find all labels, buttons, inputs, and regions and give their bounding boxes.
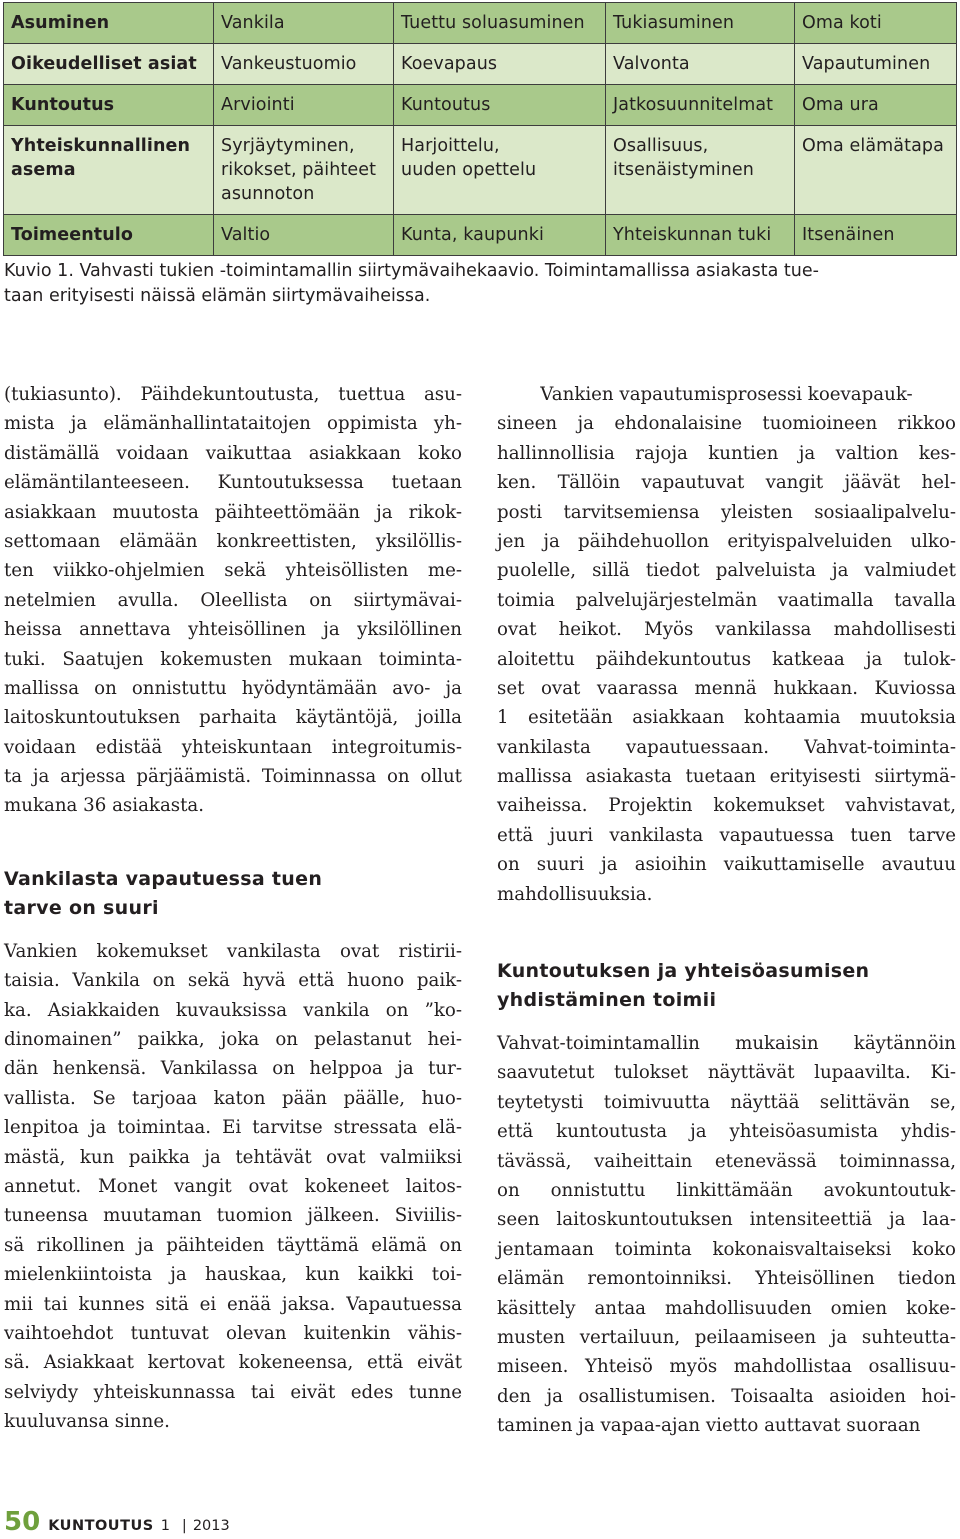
text-line: mallissa asiakasta tuetaan erityisesti siirtymä- [497, 766, 956, 788]
table-cell: Osallisuus, itsenäistyminen [606, 126, 795, 215]
text-line: kuuluvansa sinne. [4, 1411, 170, 1433]
table-cell: Vapautuminen [795, 44, 957, 85]
text-line: tuki. Saatujen kokemusten mukaan toiminta- [4, 648, 462, 670]
table-cell: Koevapaus [394, 44, 606, 85]
text-line: posti tarvitsemiensa yleisten sosiaalipalvelu- [497, 501, 956, 523]
table-cell: Valvonta [606, 44, 795, 85]
table-cell: Kunta, kaupunki [394, 215, 606, 256]
text-line: aloitettu päihdekuntoutus katkeaa ja tulok- [497, 648, 956, 670]
text-line: että kuntoutusta ja yhteisöasumista yhdis- [497, 1121, 956, 1143]
text-line: annetut. Monet vangit ovat kokeneet laitos- [4, 1175, 462, 1197]
row-header-social-position: Yhteiskunnallinen asema [4, 126, 214, 215]
text-line: selviydy yhteiskunnassa tai eivät edes tunne [4, 1381, 462, 1403]
table-cell: Vankila [214, 3, 394, 44]
table-cell: Oma ura [795, 85, 957, 126]
text-line: teytetysti toimivuutta näyttää selittävän se, [497, 1091, 956, 1113]
text-line: settomaan elämään konkreettisten, yksilöllis- [4, 530, 462, 552]
text-line: taminen ja vapaa-ajan vietto auttavat suoraan [497, 1415, 921, 1437]
text-line: laitoskuntoutuksen parhaita käytäntöjä, joilla [4, 707, 462, 729]
section-heading-rehab-community: Kuntoutuksen ja yhteisöasumisen yhdistäminen toimii [497, 960, 870, 1012]
text-line: lenpitoa ja toimintaa. Ei tarvitse stressata elä- [4, 1117, 462, 1139]
row-header-legal: Oikeudelliset asiat [4, 44, 214, 85]
text-line: Vahvat-toimintamallin mukaisin käytännöin [497, 1033, 956, 1055]
text-line: mista ja elämänhallintataitojen oppimista yh- [4, 413, 462, 435]
table-cell: Oma elämätapa [795, 126, 957, 215]
text-line: vankilasta vapautuessaan. Vahvat-toiminta- [497, 736, 956, 758]
text-line: heissa annettava yhteisöllinen ja yksilöllinen [4, 619, 462, 641]
table-cell: Valtio [214, 215, 394, 256]
table-row-livelihood [4, 215, 957, 256]
paragraph [497, 380, 956, 909]
page-number: 50 [4, 1507, 41, 1537]
table-cell: Vankeustuomio [214, 44, 394, 85]
page-footer [4, 1507, 230, 1539]
text-line: on suuri ja asioihin vaikuttamiselle avautuu [497, 854, 956, 876]
text-line: musten vertailuun, peilaamiseen ja suhteutta- [497, 1326, 956, 1348]
text-line: hallinnollisia rajoja kuntien ja valtion kes- [497, 442, 956, 464]
text-line: vallista. Se tarjoaa katon pään päälle, huo- [4, 1087, 462, 1109]
text-line: saavutetut tulokset näyttävät lupaavilta. Ki- [497, 1062, 956, 1084]
row-header-housing: Asuminen [4, 3, 214, 44]
text-line: netelmien avulla. Oleellista on siirtymävai- [4, 589, 462, 611]
text-line: miseen. Yhteisö myös mahdollistaa osallisuu- [497, 1356, 956, 1378]
table-cell: Tuettu soluasuminen [394, 3, 606, 44]
row-header-livelihood: Toimeentulo [4, 215, 214, 256]
text-line: Vankien kokemukset vankilasta ovat ristirii- [4, 940, 462, 962]
text-line: jentamaan toiminta kokonaisvaltaiseksi koko [497, 1238, 956, 1260]
table-cell: Tukiasuminen [606, 3, 795, 44]
text-line: 1 esitetään asiakkaan kohtaamia muutoksia [497, 707, 956, 729]
text-line: tuneensa muutaman tuomion jälkeen. Siviilis- [4, 1205, 462, 1227]
table-cell: Jatkosuunnitelmat [606, 85, 795, 126]
table-cell: Yhteiskunnan tuki [606, 215, 795, 256]
text-line: tävässä, vaiheittain etenevässä toiminnassa, [497, 1150, 956, 1172]
text-line: seen laitoskuntoutuksen intensiteettiä ja laa- [497, 1209, 956, 1231]
text-line: ten viikko-ohjelmien sekä yhteisöllisten me- [4, 560, 462, 582]
left-column [4, 380, 462, 1437]
text-line: set ovat vaarassa mennä hukkaan. Kuviossa [497, 677, 956, 699]
divider: | [181, 1518, 187, 1534]
table-row-housing [4, 3, 957, 44]
text-line: jen ja päihdehuollon erityispalveluiden ulko- [497, 530, 956, 552]
text-line: mielenkiintoista ja hauskaa, kun kaikki toi- [4, 1264, 462, 1286]
section-heading-prison-release: Vankilasta vapautuessa tuen tarve on suuri [4, 867, 323, 919]
text-line: sineen ja ehdonalaisine tuomioineen rikkoo [497, 413, 956, 435]
text-line: den ja osallistumisen. Toisaalta asioiden hoi- [497, 1385, 956, 1407]
text-line: toimia palvelujärjestelmän vaatimalla tavalla [497, 589, 956, 611]
text-line: vaihtoehdot tuntuvat olevan kuitenkin vähis- [4, 1322, 462, 1344]
figure-caption: Kuvio 1. Vahvasti tukien -toimintamallin siirtymävaihekaavio. Toimintamallissa asiakasta tue- taan erityisesti näissä elämän siirtymävaiheissa. [4, 261, 819, 306]
text-line: ovat heikot. Myös vankilassa mahdollisesti [497, 619, 956, 641]
text-line: mukana 36 asiakasta. [4, 795, 205, 817]
row-header-rehabilitation: Kuntoutus [4, 85, 214, 126]
text-line: elämän remontoinniksi. Yhteisöllinen tiedon [497, 1268, 956, 1290]
text-line: voidaan edistää yhteiskuntaan integroitumis- [4, 736, 462, 758]
text-line: sä rikollinen ja päihteiden täyttämä elämä on [4, 1234, 462, 1256]
table-cell: Oma koti [795, 3, 957, 44]
table-cell: Arviointi [214, 85, 394, 126]
text-line: elämäntilanteeseen. Kuntoutuksessa tuetaan [4, 472, 462, 494]
text-line: että juuri vankilasta vapautuessa tuen tarve [497, 824, 956, 846]
text-line: vaiheissa. Projektin kokemukset vahvistavat, [497, 795, 956, 817]
text-line: dän henkensä. Vankilassa on helppoa ja tur- [4, 1058, 462, 1080]
right-column [497, 380, 956, 1441]
text-line: ka. Asiakkaiden kuvauksissa vankila on ”ko- [4, 999, 462, 1021]
table-row-social-position [4, 126, 957, 215]
table-row-legal [4, 44, 957, 85]
text-line: käsittely antaa mahdollisuuden omien koke- [497, 1297, 956, 1319]
text-line: mästä, kun paikka ja tehtävät ovat valmiiksi [4, 1146, 462, 1168]
magazine-title: KUNTOUTUS [48, 1518, 154, 1534]
text-line: mahdollisuuksia. [497, 883, 653, 905]
paragraph [4, 937, 462, 1437]
table-cell: Harjoittelu, uuden opettelu [394, 126, 606, 215]
table-row-rehabilitation [4, 85, 957, 126]
issue-number: 1 [160, 1518, 170, 1534]
paragraph [4, 380, 462, 821]
text-line: puolelle, sillä tiedot palveluista ja valmiudet [497, 560, 956, 582]
paragraph [497, 1029, 956, 1440]
text-line: (tukiasunto). Päihdekuntoutusta, tuettua asu- [4, 384, 462, 405]
text-line: mii tai kunnes sitä ei enää jaksa. Vapautuessa [4, 1293, 462, 1315]
text-line: mallissa on onnistuttu hyödyntämään avo- ja [4, 677, 462, 699]
text-line: ken. Tällöin vapautuvat vangit jäävät hel- [497, 472, 956, 494]
text-line: sä. Asiakkaat kertovat kokeneensa, että eivät [4, 1352, 462, 1374]
year: 2013 [192, 1518, 230, 1534]
table-cell: Itsenäinen [795, 215, 957, 256]
table-cell: Kuntoutus [394, 85, 606, 126]
text-line: taisia. Vankila on sekä hyvä että huono paik- [4, 970, 462, 992]
text-line: on onnistuttu linkittämään avokuntoutuk- [497, 1179, 956, 1201]
table-cell: Syrjäytyminen, rikokset, päihteet asunnoton [214, 126, 394, 215]
text-line: ta ja arjessa pärjäämistä. Toiminnassa on ollut [4, 766, 462, 788]
text-line: asiakkaan muutosta päihteettömään ja rikok- [4, 501, 462, 523]
text-line: distämällä voidaan vaikuttaa asiakkaan koko [4, 442, 462, 464]
transition-diagram-table [3, 2, 957, 256]
text-line: dinomainen” paikka, joka on pelastanut hei- [4, 1029, 462, 1051]
text-line: Vankien vapautumisprosessi koevapauk- [540, 384, 913, 405]
